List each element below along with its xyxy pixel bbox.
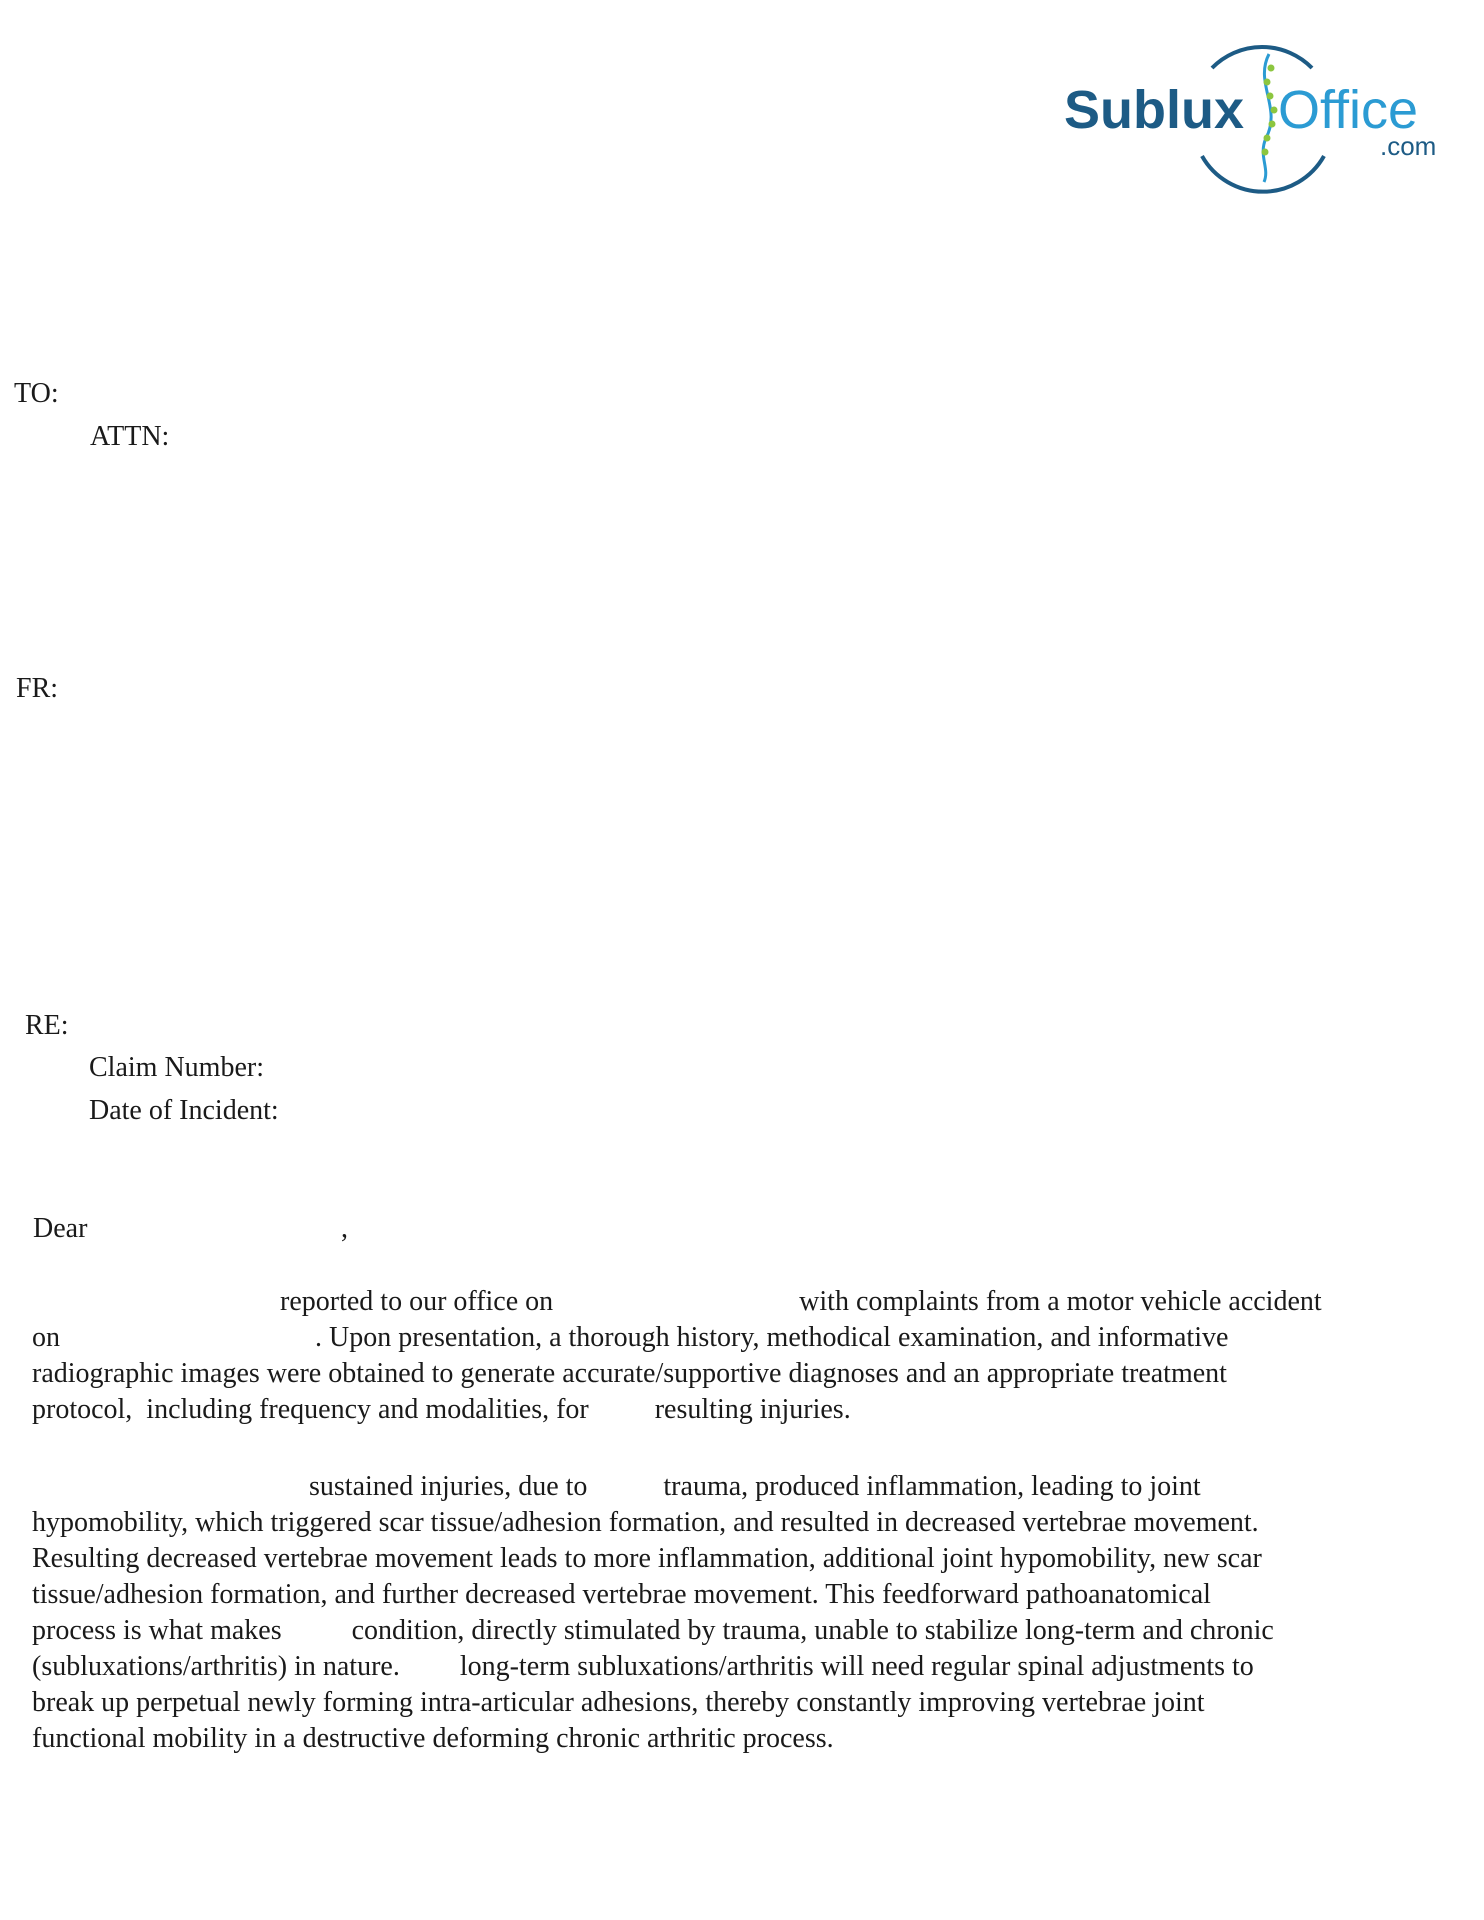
paragraph-line <box>32 1320 1452 1356</box>
paragraph-line <box>32 1649 1452 1685</box>
paragraph-intro <box>32 1284 1452 1428</box>
paragraph-text: resulting injuries. <box>654 1394 851 1425</box>
logo-office-text: Office <box>1278 80 1419 140</box>
from-label: FR: <box>16 673 59 704</box>
paragraph-line <box>32 1469 1452 1505</box>
paragraph-text: trauma, produced inflammation, leading to joint <box>663 1471 1201 1502</box>
salutation-comma: , <box>341 1213 348 1244</box>
re-label: RE: <box>25 1010 69 1041</box>
paragraph-line <box>32 1613 1452 1649</box>
paragraph-line: break up perpetual newly forming intra-articular adhesions, thereby constantly improving vertebrae joint <box>32 1687 1205 1718</box>
salutation-dear: Dear <box>33 1213 88 1244</box>
date-of-incident-label: Date of Incident: <box>89 1095 279 1126</box>
subluxoffice-logo <box>1062 38 1452 198</box>
attn-label: ATTN: <box>90 421 170 452</box>
paragraph-line: functional mobility in a destructive deforming chronic arthritic process. <box>32 1723 834 1754</box>
paragraph-line: Resulting decreased vertebrae movement leads to more inflammation, additional joint hypomobility, new scar <box>32 1543 1262 1574</box>
paragraph-text: protocol, including frequency and modalities, for <box>32 1394 589 1425</box>
paragraph-text: . Upon presentation, a thorough history, methodical examination, and informative <box>315 1322 1229 1353</box>
paragraph-line <box>32 1392 1452 1428</box>
paragraph-line: tissue/adhesion formation, and further decreased vertebrae movement. This feedforward pathoanatomical <box>32 1579 1211 1610</box>
paragraph-injuries <box>32 1469 1452 1757</box>
paragraph-text: condition, directly stimulated by trauma, unable to stabilize long-term and chronic <box>351 1615 1274 1646</box>
paragraph-text: reported to our office on <box>280 1286 554 1317</box>
paragraph-text: sustained injuries, due to <box>309 1471 588 1502</box>
claim-number-label: Claim Number: <box>89 1052 264 1083</box>
paragraph-text: with complaints from a motor vehicle accident <box>799 1286 1322 1317</box>
logo-sublux-text: Sublux <box>1064 80 1245 140</box>
paragraph-text: process is what makes <box>32 1615 282 1646</box>
paragraph-line: hypomobility, which triggered scar tissue/adhesion formation, and resulted in decreased vertebrae movement. <box>32 1507 1259 1538</box>
paragraph-text: on <box>32 1322 60 1353</box>
to-label: TO: <box>14 378 59 409</box>
spine-circle-logo-icon <box>1062 38 1452 198</box>
paragraph-text: long-term subluxations/arthritis will need regular spinal adjustments to <box>459 1651 1254 1682</box>
paragraph-text: (subluxations/arthritis) in nature. <box>32 1651 400 1682</box>
paragraph-line <box>32 1284 1452 1320</box>
logo-com-text: .com <box>1380 131 1437 161</box>
paragraph-line: radiographic images were obtained to generate accurate/supportive diagnoses and an appropriate treatment <box>32 1358 1227 1389</box>
